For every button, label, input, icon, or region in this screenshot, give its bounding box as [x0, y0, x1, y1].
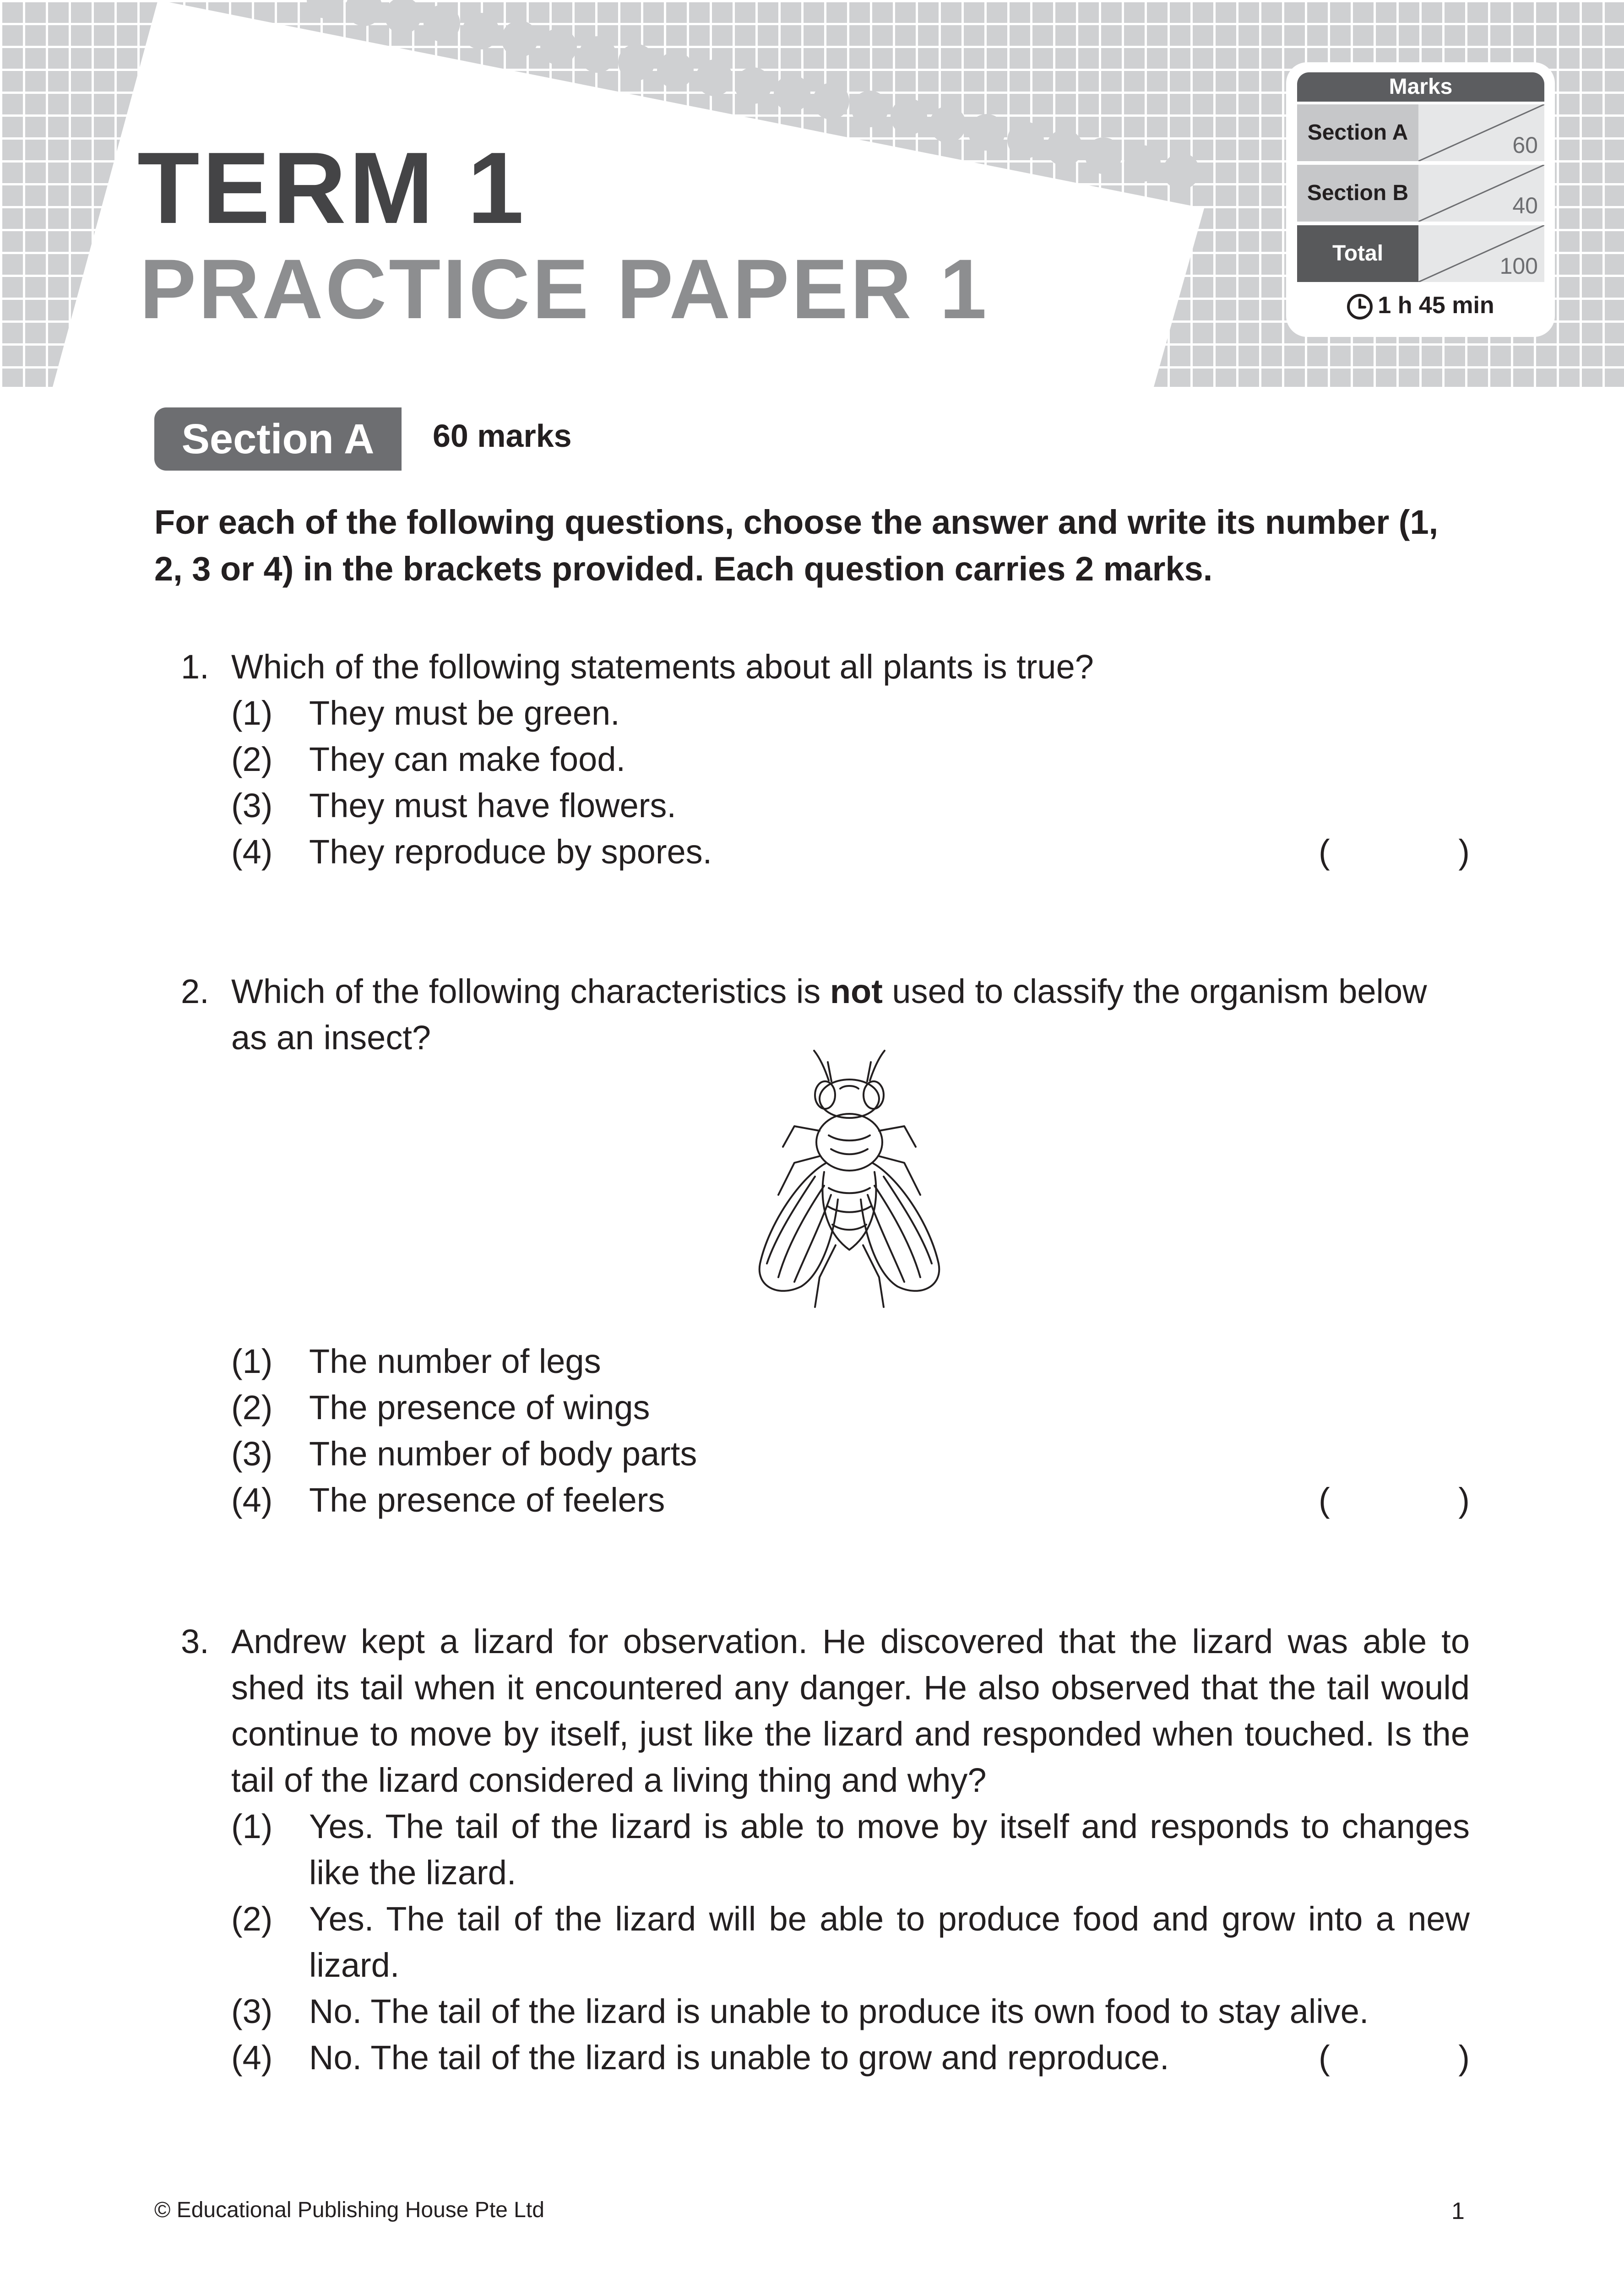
title-term: TERM 1: [137, 131, 527, 245]
time-allowed: [1289, 289, 1552, 321]
question-text: [231, 968, 1470, 1061]
marks-label: Total: [1297, 225, 1418, 282]
header-banner: [0, 0, 1624, 387]
option-number: (1): [231, 1807, 273, 1845]
question-text-part: Which of the following characteristics is: [231, 972, 830, 1010]
option-4: [231, 829, 1470, 875]
marks-cell: [1418, 104, 1544, 161]
marks-value: 40: [1512, 193, 1538, 218]
bracket-open: (: [1319, 1481, 1330, 1519]
option-text: The presence of wings: [309, 1389, 650, 1427]
option-4: [231, 1477, 1470, 1523]
option-text: They must be green.: [309, 694, 620, 732]
marks-heading: Marks: [1297, 72, 1544, 102]
option-number: (2): [231, 740, 273, 778]
footer-copyright: © Educational Publishing House Pte Ltd: [154, 2198, 544, 2222]
bracket-close: ): [1458, 833, 1470, 871]
time-allowed-text: 1 h 45 min: [1378, 292, 1494, 319]
page-number: 1: [1451, 2198, 1465, 2224]
question-number: 1.: [181, 648, 209, 686]
section-marks: 60 marks: [433, 418, 572, 454]
marks-row-section-b: [1297, 165, 1544, 222]
question-text: Andrew kept a lizard for observation. He discovered that the lizard was able to shed its tail when it encountered any danger. He also observed that the tail would continue to move by itself, just like the lizard and responded when touched. Is the tail of the lizard considered a living thing and why?: [231, 1622, 1470, 1799]
marks-row-total: [1297, 225, 1544, 282]
option-3: [231, 1431, 1470, 1477]
option-text: Yes. The tail of the lizard is able to move by itself and responds to changes like the lizard.: [309, 1807, 1470, 1892]
marks-cell: [1418, 165, 1544, 222]
bracket-open: (: [1319, 2039, 1330, 2077]
option-text: No. The tail of the lizard is unable to grow and reproduce.: [309, 2039, 1169, 2077]
section-tag: Section A: [154, 407, 402, 471]
marks-box: [1289, 65, 1552, 334]
option-number: (3): [231, 1992, 273, 2030]
question-2: [181, 968, 1470, 1061]
option-number: (2): [231, 1389, 273, 1427]
option-number: (2): [231, 1900, 273, 1938]
option-text: Yes. The tail of the lizard will be able to produce food and grow into a new lizard.: [309, 1900, 1470, 1984]
question-2-options: [181, 1338, 1470, 1523]
option-number: (4): [231, 2039, 273, 2077]
option-1: [231, 690, 1470, 736]
option-2: [231, 1896, 1470, 1988]
option-3: [231, 1988, 1470, 2034]
option-text: They must have flowers.: [309, 787, 676, 824]
option-text: The number of legs: [309, 1342, 601, 1380]
option-number: (3): [231, 1435, 273, 1473]
bracket-close: ): [1458, 1481, 1470, 1519]
option-1: [231, 1803, 1470, 1896]
option-text: No. The tail of the lizard is unable to produce its own food to stay alive.: [309, 1992, 1369, 2030]
bracket-open: (: [1319, 833, 1330, 871]
option-2: [231, 736, 1470, 782]
question-1: [181, 644, 1470, 875]
option-number: (1): [231, 694, 273, 732]
marks-label: Section A: [1297, 104, 1418, 161]
question-number: 2.: [181, 972, 209, 1010]
option-text: They reproduce by spores.: [309, 833, 712, 871]
clock-icon: [1347, 293, 1373, 320]
question-3: [181, 1618, 1470, 2081]
question-text: Which of the following statements about all plants is true?: [231, 648, 1094, 686]
option-number: (3): [231, 787, 273, 824]
instructions: For each of the following questions, choose the answer and write its number (1, 2, 3 or 4) in the brackets provided. Each question carries 2 marks.: [154, 503, 1439, 588]
option-text: The number of body parts: [309, 1435, 697, 1473]
bracket-close: ): [1458, 2039, 1470, 2077]
marks-value: 60: [1512, 132, 1538, 158]
option-text: The presence of feelers: [309, 1481, 665, 1519]
option-3: [231, 782, 1470, 829]
marks-label: Section B: [1297, 165, 1418, 222]
question-number: 3.: [181, 1622, 209, 1660]
option-2: [231, 1384, 1470, 1431]
option-number: (4): [231, 1481, 273, 1519]
marks-row-section-a: [1297, 104, 1544, 161]
marks-cell: [1418, 225, 1544, 282]
option-number: (1): [231, 1342, 273, 1380]
marks-value: 100: [1499, 253, 1538, 279]
title-practice-paper: PRACTICE PAPER 1: [140, 242, 989, 336]
option-text: They can make food.: [309, 740, 626, 778]
option-number: (4): [231, 833, 273, 871]
question-text-part: used to classify the organism below as an insect?: [231, 972, 1427, 1057]
option-1: [231, 1338, 1470, 1384]
question-text-emphasis: not: [830, 972, 883, 1010]
option-4: [231, 2034, 1470, 2081]
fly-illustration: [751, 1048, 948, 1309]
